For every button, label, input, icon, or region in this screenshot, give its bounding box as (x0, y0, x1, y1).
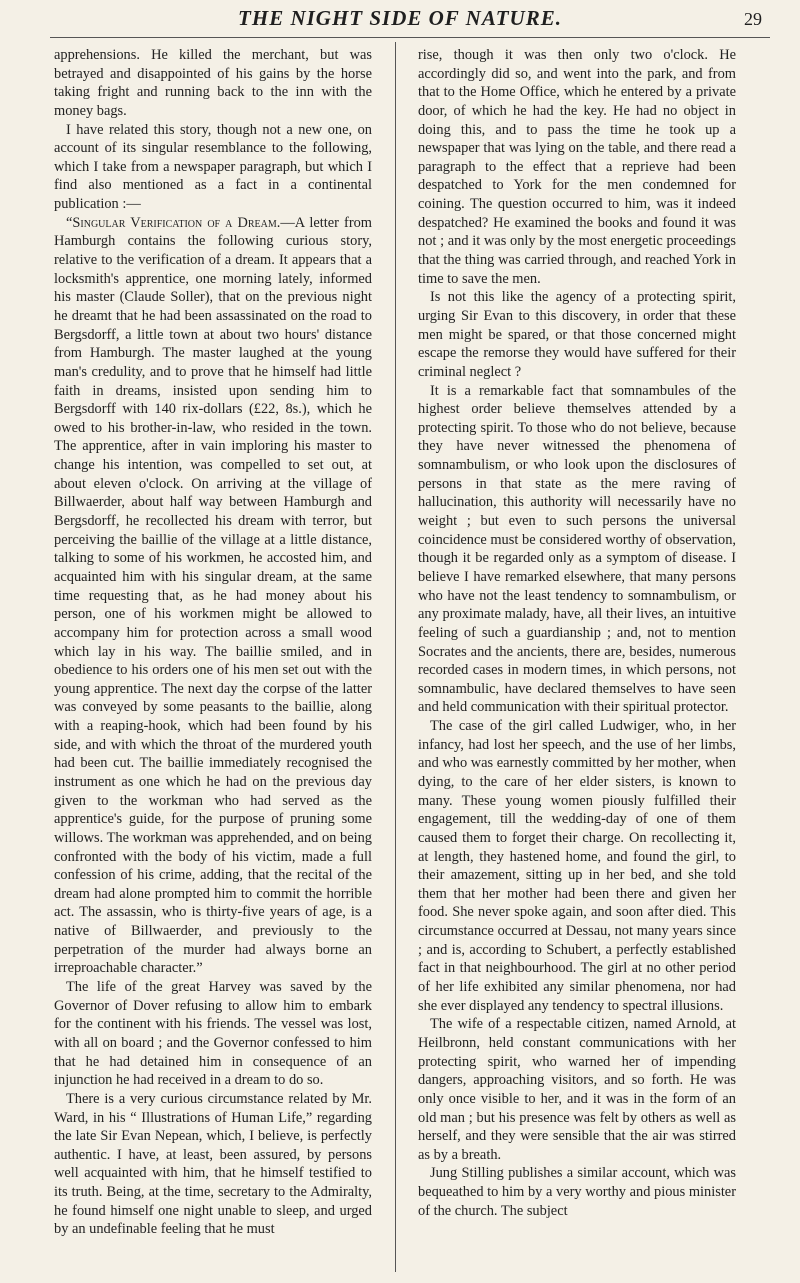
page-header (0, 0, 800, 40)
paragraph: apprehensions. He killed the merchant, but was betrayed and disappointed of his gains by the horse taking fright and running back to the inn with the money bags. (54, 47, 372, 119)
paragraph: It is a remarkable fact that somnambules of the highest order believe themselves attended by a protecting spirit. To those who do not believe, because they have never witnessed the phenomena of somnambulism, or who look upon the disclosures of persons in that state as the mere raving of hallucination, this authority will necessarily have no weight ; but even to such persons the universal coincidence must be considered worthy of observation, though it be regarded only as a symptom of disease. I believe I have remarked elsewhere, that many persons who have not the least tendency to somnambulism, or any proximate malady, have, all their lives, an intuitive feeling of such a guardianship ; and, not to mention Socrates and the ancients, there are, besides, numerous recorded cases in modern times, in which persons, not somnambulic, have declared themselves to have seen and held communication with their spiritual protector. (418, 382, 736, 716)
running-title: THE NIGHT SIDE OF NATURE. (238, 6, 562, 30)
paragraph: rise, though it was then only two o'clock. He accordingly did so, and went into the park, and from that to the Home Office, which he entered by a private door, of which he had the key. He had no object in doing this, and to pass the time he took up a newspaper that was lying on the table, and there read a paragraph to the effect that a reprieve had been despatched to York for the men condemned for coining. The question occurred to him, was it indeed despatched? He examined the books and found it was not ; and it was only by the most energetic proceedings that the thing was carried through, and reached York in time to save the men. (418, 47, 736, 287)
paragraph-text: —A letter from Hamburgh contains the following curious story, relative to the verification of a dream. It appears that a locksmith's apprentice, one morning lately, informed his master (Claude Soller), that on the previous night he dreamt that he had been assassinated on the road to Bergsdorff, a little town at about two hours' distance from Hamburgh. The master laughed at the young man's credulity, and to prove that he himself had little faith in dreams, insisted upon sending him to Bergsdorff with 140 rix-dollars (£22, 8s.), which he owed to his brother-in-law, who resided in the town. The apprentice, after in vain imploring his master to change his intention, was compelled to set out, at about eleven o'clock. On arriving at the village of Billwaerder, about half way between Hamburgh and Bergsdorff, he recollected his dream with terror, but perceiving the baillie of the village at a little distance, talking to some of his workmen, he accosted him, and acquainted him with his singular dream, at the same time requesting that, as he had money about his person, one of his workmen might be allowed to accompany him for protection across a small wood which lay in his way. The baillie smiled, and in obedience to his orders one of his men set out with the young apprentice. The next day the corpse of the latter was conveyed by some peasants to the baillie, along with a reaping-hook, which had been found by his side, and with which the throat of the murdered youth had been cut. The baillie immediately recognised the instrument as one which he had on the previous day given to the workman who had served as the apprentice's guide, for the purpose of pruning some willows. The workman was apprehended, and on being confronted with the body of his victim, made a full confession of his crime, adding, that the recital of the dream had alone prompted him to commit the horrible act. The assassin, who is thirty-five years of age, is a native of Billwaerder, and previously to the perpetration of the murder had always borne an irreproachable character.” (54, 214, 372, 977)
paragraph (54, 214, 372, 978)
paragraph: Jung Stilling publishes a similar account, which was bequeathed to him by a very worthy and pious minister of the church. The subject (418, 1165, 736, 1219)
right-column (418, 46, 736, 1271)
paragraph: The wife of a respectable citizen, named Arnold, at Heilbronn, held constant communications with her protecting spirit, who warned her of impending dangers, approaching visitors, and so forth. He was only once visible to her, and it was in the form of an old man ; but his presence was felt by others as well as herself, and they were sensible that the air was stirred as by a breath. (418, 1016, 736, 1163)
paragraph: I have related this story, though not a new one, on account of its singular resemblance to the following, which I take from a newspaper paragraph, but which I find also mentioned as a fact in a continental publication :— (54, 121, 372, 213)
page-number: 29 (744, 9, 762, 29)
paragraph: There is a very curious circumstance related by Mr. Ward, in his “ Illustrations of Human Life,” regarding the late Sir Evan Nepean, which, I believe, is perfectly authentic. I have, at least, been assured, by persons well acquainted with him, that he himself testified to its truth. Being, at the time, secretary to the Admiralty, he found himself one night unable to sleep, and urged by an undefinable feeling that he must (54, 1090, 372, 1238)
paragraph: The case of the girl called Ludwiger, who, in her infancy, had lost her speech, and the use of her limbs, and who was earnestly committed by her mother, when dying, to the care of her elder sisters, is known to many. These young women piously fulfilled their engagement, till the wedding-day of one of them caused them to forget their charge. On recollecting it, at length, they hastened home, and found the girl, to their amazement, sitting up in her bed, and she told them that her mother had been there and given her food. She never spoke again, and soon after died. This circumstance occurred at Dessau, not many years since ; and is, according to Schubert, a perfectly established fact in that neighbourhood. The girl at no other period of her life exhibited any similar phenomena, nor had she ever displayed any tendency to spectral illusions. (418, 718, 736, 1014)
left-column (54, 46, 372, 1271)
header-rule (50, 37, 770, 38)
column-divider (395, 42, 396, 1272)
section-heading: “Singular Verification of a Dream. (66, 214, 281, 231)
paragraph: The life of the great Harvey was saved by the Governor of Dover refusing to allow him to embark for the continent with his friends. The vessel was lost, with all on board ; and the Governor confessed to him that he had detained him in consequence of an injunction he had received in a dream to do so. (54, 979, 372, 1089)
paragraph: Is not this like the agency of a protecting spirit, urging Sir Evan to this discovery, in order that these men might be spared, or that those concerned might escape the remorse they would have suffered for their criminal neglect ? (418, 289, 736, 380)
